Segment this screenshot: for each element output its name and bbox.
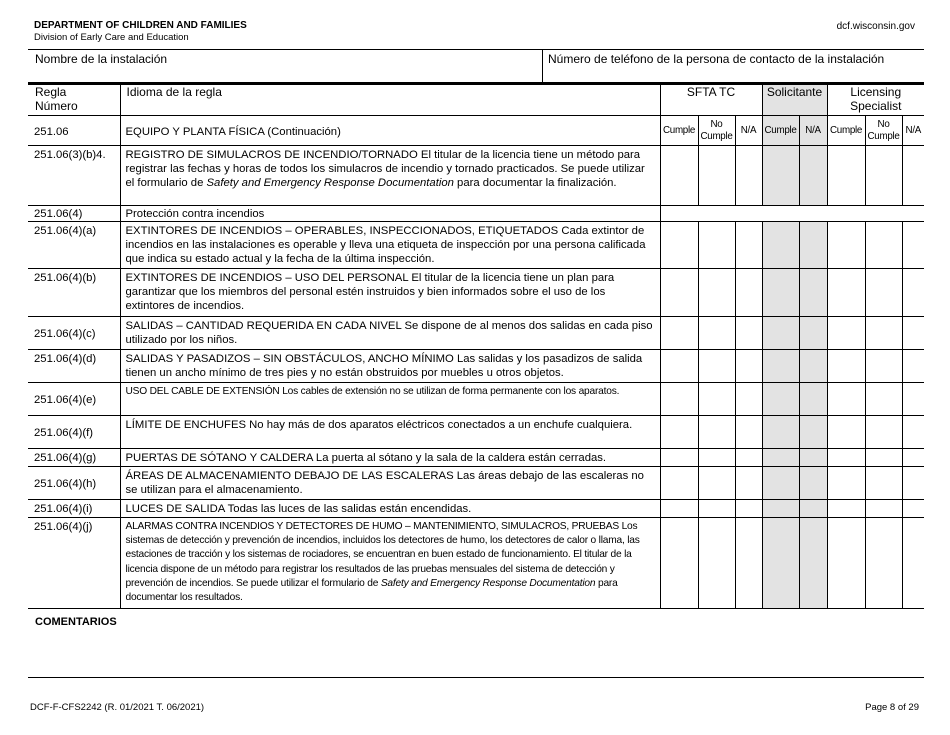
facility-name-label: Nombre de la instalación bbox=[35, 52, 168, 66]
rule-text: SALIDAS – CANTIDAD REQUERIDA EN CADA NIVEL Se dispone de al menos dos salidas en cada piso utilizado por los niños. bbox=[120, 317, 660, 350]
rule-text: SALIDAS Y PASADIZOS – SIN OBSTÁCULOS, ANCHO MÍNIMO Las salidas y los pasadizos de salida tienen un ancho mínimo de tres pies y no están obstruidos por muebles u otros objetos. bbox=[120, 350, 660, 383]
check-cell[interactable] bbox=[827, 350, 865, 383]
col-applicant-cumple: Cumple bbox=[762, 116, 799, 146]
section-title: Protección contra incendios bbox=[120, 206, 660, 222]
check-cell[interactable] bbox=[735, 467, 762, 500]
check-cell[interactable] bbox=[735, 317, 762, 350]
check-cell[interactable] bbox=[660, 350, 698, 383]
check-cell[interactable] bbox=[660, 449, 698, 467]
header-rule-language: Idioma de la regla bbox=[120, 85, 660, 116]
check-cell[interactable] bbox=[735, 146, 762, 206]
facility-name-field[interactable] bbox=[28, 50, 543, 82]
rule-number: 251.06(3)(b)4. bbox=[28, 146, 120, 206]
check-cell[interactable] bbox=[799, 383, 827, 416]
check-cell[interactable] bbox=[865, 146, 902, 206]
rule-text: ALARMAS CONTRA INCENDIOS Y DETECTORES DE HUMO – MANTENIMIENTO, SIMULACROS, PRUEBAS Los sistemas de detección y prevención de incendios, incluidos los detectores de humo, los detectores de calor o llama, las estaciones de tracción y los sistemas de rociadores, se encuentran en buen estado de funcionamiento. El titular de la licencia dispone de un método para registrar los resultados de las pruebas mensuales del sistema de detección y prevención de incendios. Se puede utilizar el formulario de Safety and Emergency Response Documentation para documentar los resultados. bbox=[120, 518, 660, 609]
header-licensing-specialist: Licensing Specialist bbox=[827, 85, 924, 116]
check-cell[interactable] bbox=[865, 222, 902, 269]
check-cell[interactable] bbox=[827, 500, 865, 518]
check-cell[interactable] bbox=[827, 449, 865, 467]
check-cell[interactable] bbox=[698, 518, 735, 609]
check-cell[interactable] bbox=[902, 269, 924, 317]
check-cell[interactable] bbox=[799, 449, 827, 467]
check-cell[interactable] bbox=[799, 500, 827, 518]
check-cell[interactable] bbox=[799, 146, 827, 206]
rule-text: ÁREAS DE ALMACENAMIENTO DEBAJO DE LAS ESCALERAS Las áreas debajo de las escaleras no se utilizan para el almacenamiento. bbox=[120, 467, 660, 500]
check-cell[interactable] bbox=[799, 317, 827, 350]
check-cell[interactable] bbox=[902, 350, 924, 383]
rule-text: LUCES DE SALIDA Todas las luces de las salidas están encendidas. bbox=[120, 500, 660, 518]
page-number: Page 8 of 29 bbox=[865, 702, 919, 713]
comments-label: COMENTARIOS bbox=[35, 616, 117, 628]
check-cell[interactable] bbox=[698, 500, 735, 518]
header-rule-number: Regla Número bbox=[28, 85, 120, 116]
check-cell[interactable] bbox=[827, 383, 865, 416]
check-cell[interactable] bbox=[865, 500, 902, 518]
section-number: 251.06(4) bbox=[28, 206, 120, 222]
table-row bbox=[28, 449, 924, 467]
table-row bbox=[28, 317, 924, 350]
table-row bbox=[28, 350, 924, 383]
check-cell[interactable] bbox=[865, 416, 902, 449]
check-cell[interactable] bbox=[827, 222, 865, 269]
check-cell[interactable] bbox=[865, 269, 902, 317]
check-cell[interactable] bbox=[827, 467, 865, 500]
table-row bbox=[28, 269, 924, 317]
col-licensing-na: N/A bbox=[902, 116, 924, 146]
check-cell[interactable] bbox=[762, 269, 799, 317]
check-cell[interactable] bbox=[735, 500, 762, 518]
check-cell[interactable] bbox=[698, 146, 735, 206]
check-cell[interactable] bbox=[762, 317, 799, 350]
rule-number: 251.06(4)(a) bbox=[28, 222, 120, 269]
check-cell[interactable] bbox=[865, 350, 902, 383]
rule-number: 251.06(4)(e) bbox=[28, 383, 120, 416]
table-row bbox=[28, 416, 924, 449]
check-cell[interactable] bbox=[865, 467, 902, 500]
check-cell[interactable] bbox=[762, 222, 799, 269]
check-cell[interactable] bbox=[902, 222, 924, 269]
check-cell[interactable] bbox=[762, 449, 799, 467]
table-header-row bbox=[28, 85, 924, 116]
facility-info-row bbox=[28, 49, 924, 84]
check-cell[interactable] bbox=[902, 317, 924, 350]
rule-text: EXTINTORES DE INCENDIOS – OPERABLES, INSPECCIONADOS, ETIQUETADOS Cada extintor de incendios en las instalaciones es operable y lleva una etiqueta de inspección por una persona calificada que indica su estado actual y la fecha de la última inspección. bbox=[120, 222, 660, 269]
facility-phone-field[interactable] bbox=[543, 50, 924, 82]
rule-text: REGISTRO DE SIMULACROS DE INCENDIO/TORNADO El titular de la licencia tiene un método para registrar las fechas y horas de todos los simulacros de incendio y tornado practicados. Se puede utilizar el formulario de Safety and Emergency Response Documentation para documentar la finalización. bbox=[120, 146, 660, 206]
check-cell[interactable] bbox=[735, 222, 762, 269]
table-row bbox=[28, 383, 924, 416]
check-cell[interactable] bbox=[698, 222, 735, 269]
check-cell[interactable] bbox=[735, 350, 762, 383]
check-cell[interactable] bbox=[660, 500, 698, 518]
rule-text: LÍMITE DE ENCHUFES No hay más de dos aparatos eléctricos conectados a un enchufe cualquiera. bbox=[120, 416, 660, 449]
check-cell[interactable] bbox=[762, 518, 799, 609]
check-cell[interactable] bbox=[799, 269, 827, 317]
check-cell[interactable] bbox=[902, 383, 924, 416]
check-cell[interactable] bbox=[735, 449, 762, 467]
check-cell[interactable] bbox=[698, 350, 735, 383]
division-name: Division of Early Care and Education bbox=[34, 32, 189, 43]
check-cell[interactable] bbox=[698, 269, 735, 317]
col-sfta-cumple: Cumple bbox=[660, 116, 698, 146]
section-title: EQUIPO Y PLANTA FÍSICA (Continuación) bbox=[120, 116, 660, 146]
form-id: DCF-F-CFS2242 (R. 01/2021 T. 06/2021) bbox=[30, 702, 205, 713]
section-number: 251.06 bbox=[28, 116, 120, 146]
check-cell[interactable] bbox=[799, 350, 827, 383]
check-cell[interactable] bbox=[762, 383, 799, 416]
table-row bbox=[28, 467, 924, 500]
check-cell[interactable] bbox=[827, 269, 865, 317]
facility-phone-label: Número de teléfono de la persona de contacto de la instalación bbox=[548, 52, 885, 66]
rule-number: 251.06(4)(h) bbox=[28, 467, 120, 500]
check-cell[interactable] bbox=[762, 350, 799, 383]
website-link[interactable]: dcf.wisconsin.gov bbox=[836, 21, 915, 32]
header-sfta-tc: SFTA TC bbox=[660, 85, 762, 116]
check-cell[interactable] bbox=[865, 518, 902, 609]
rule-number: 251.06(4)(c) bbox=[28, 317, 120, 350]
rule-text: USO DEL CABLE DE EXTENSIÓN Los cables de extensión no se utilizan de forma permanente con los aparatos. bbox=[120, 383, 660, 416]
rule-text: PUERTAS DE SÓTANO Y CALDERA La puerta al sótano y la sala de la caldera están cerradas. bbox=[120, 449, 660, 467]
rule-number: 251.06(4)(b) bbox=[28, 269, 120, 317]
table-row bbox=[28, 500, 924, 518]
rule-number: 251.06(4)(j) bbox=[28, 518, 120, 609]
check-cell[interactable] bbox=[902, 518, 924, 609]
check-cell[interactable] bbox=[799, 518, 827, 609]
check-cell[interactable] bbox=[762, 500, 799, 518]
rule-number: 251.06(4)(i) bbox=[28, 500, 120, 518]
check-cell[interactable] bbox=[902, 416, 924, 449]
rule-number: 251.06(4)(g) bbox=[28, 449, 120, 467]
check-cell[interactable] bbox=[902, 449, 924, 467]
table-row bbox=[28, 518, 924, 609]
col-sfta-na: N/A bbox=[735, 116, 762, 146]
check-cell[interactable] bbox=[735, 383, 762, 416]
section-row-fire-protection bbox=[28, 206, 924, 222]
check-cell[interactable] bbox=[902, 146, 924, 206]
check-cell[interactable] bbox=[762, 416, 799, 449]
section-row-main bbox=[28, 116, 924, 146]
check-cell[interactable] bbox=[660, 269, 698, 317]
check-cell[interactable] bbox=[660, 317, 698, 350]
check-cell[interactable] bbox=[698, 383, 735, 416]
check-cell[interactable] bbox=[827, 317, 865, 350]
check-cell[interactable] bbox=[902, 467, 924, 500]
check-cell[interactable] bbox=[698, 416, 735, 449]
check-cell[interactable] bbox=[660, 518, 698, 609]
department-name: DEPARTMENT OF CHILDREN AND FAMILIES bbox=[34, 20, 247, 31]
check-cell[interactable] bbox=[762, 467, 799, 500]
check-cell[interactable] bbox=[865, 317, 902, 350]
check-cell[interactable] bbox=[902, 500, 924, 518]
check-cell[interactable] bbox=[660, 467, 698, 500]
check-cell[interactable] bbox=[865, 449, 902, 467]
check-cell[interactable] bbox=[827, 416, 865, 449]
check-cell[interactable] bbox=[660, 416, 698, 449]
check-cell[interactable] bbox=[735, 269, 762, 317]
col-sfta-no-cumple: No Cumple bbox=[698, 116, 735, 146]
check-cell[interactable] bbox=[827, 518, 865, 609]
check-cell[interactable] bbox=[799, 416, 827, 449]
table-row bbox=[28, 146, 924, 206]
check-cell[interactable] bbox=[698, 449, 735, 467]
check-cell[interactable] bbox=[660, 222, 698, 269]
header-applicant: Solicitante bbox=[762, 85, 827, 116]
check-cell[interactable] bbox=[799, 467, 827, 500]
rules-checklist-table bbox=[28, 84, 924, 609]
table-row bbox=[28, 222, 924, 269]
page-header bbox=[34, 20, 247, 44]
check-cell[interactable] bbox=[827, 146, 865, 206]
col-licensing-cumple: Cumple bbox=[827, 116, 865, 146]
rule-text: EXTINTORES DE INCENDIOS – USO DEL PERSONAL El titular de la licencia tiene un plan para garantizar que los miembros del personal estén instruidos y bien informados sobre el uso de los extintores de incendios. bbox=[120, 269, 660, 317]
check-cell[interactable] bbox=[735, 416, 762, 449]
col-applicant-na: N/A bbox=[799, 116, 827, 146]
check-cell[interactable] bbox=[660, 146, 698, 206]
check-cell[interactable] bbox=[698, 467, 735, 500]
check-cell[interactable] bbox=[762, 146, 799, 206]
section-spacer bbox=[660, 206, 924, 222]
check-cell[interactable] bbox=[698, 317, 735, 350]
check-cell[interactable] bbox=[799, 222, 827, 269]
rule-number: 251.06(4)(d) bbox=[28, 350, 120, 383]
rule-number: 251.06(4)(f) bbox=[28, 416, 120, 449]
footer-divider bbox=[28, 677, 924, 678]
check-cell[interactable] bbox=[735, 518, 762, 609]
check-cell[interactable] bbox=[660, 383, 698, 416]
col-licensing-no-cumple: No Cumple bbox=[865, 116, 902, 146]
check-cell[interactable] bbox=[865, 383, 902, 416]
